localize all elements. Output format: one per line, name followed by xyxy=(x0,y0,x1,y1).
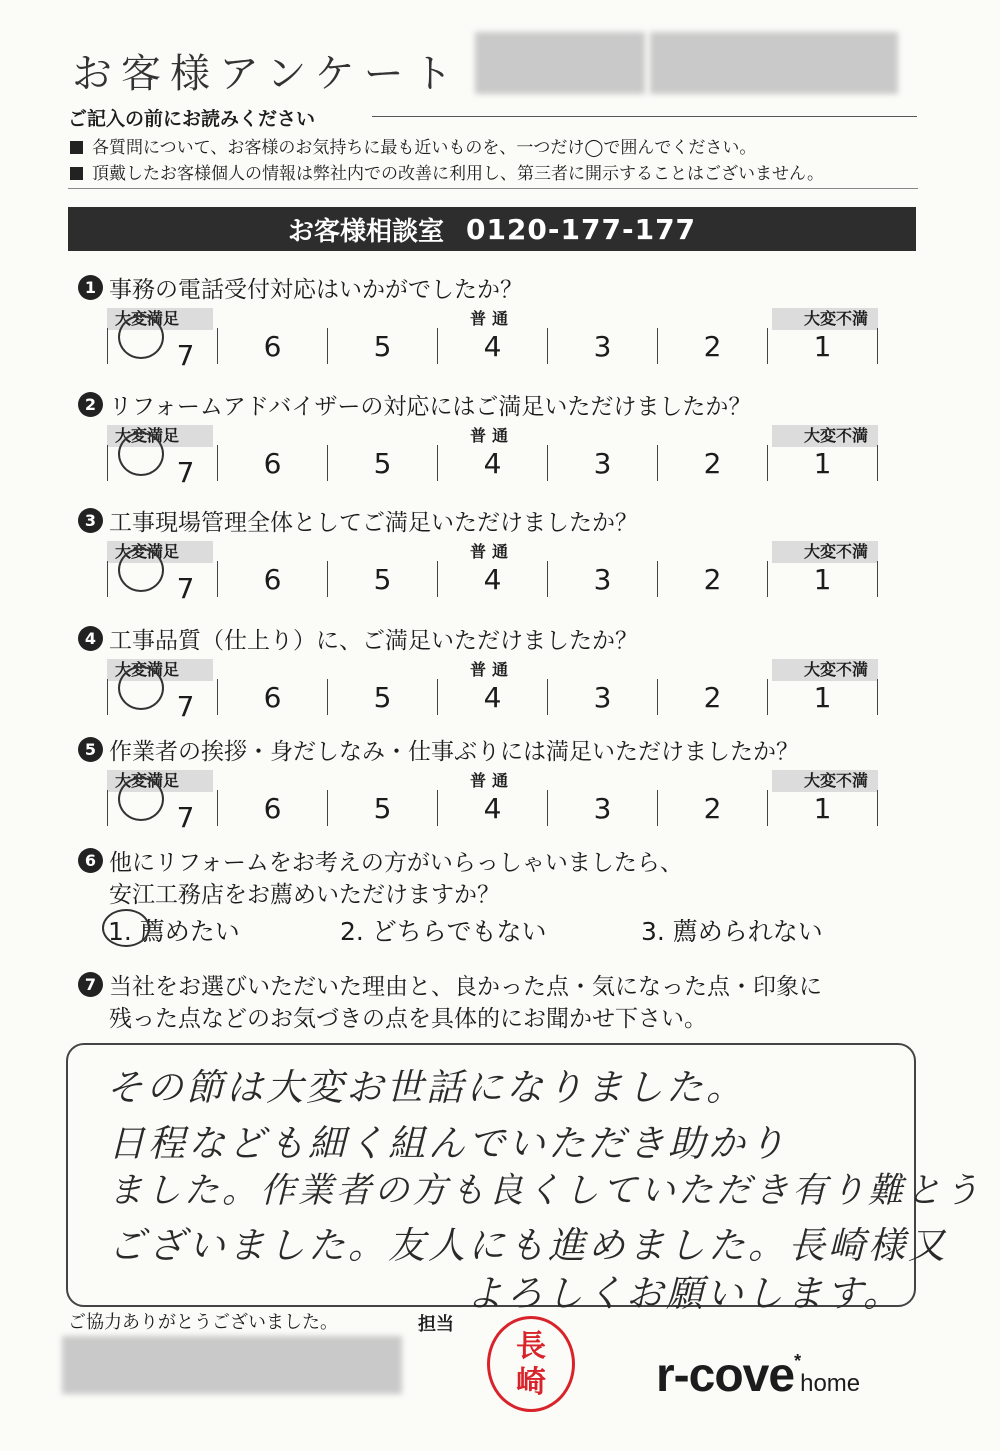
instructions-heading: ご記入の前にお読みください xyxy=(68,108,316,130)
scale-label-very-dissatisfied: 大変不満 xyxy=(803,771,868,790)
rating-scale xyxy=(107,659,878,723)
selection-circle xyxy=(102,909,150,947)
rating-option-4[interactable]: 4 xyxy=(437,445,547,481)
instruction-bullet: 頂戴したお客様個人の情報は弊社内での改善に利用し、第三者に開示することはございません。 xyxy=(70,159,824,184)
staff-label: 担当 xyxy=(418,1314,454,1335)
rating-option-2[interactable]: 2 xyxy=(657,790,767,826)
question-number-icon: 4 xyxy=(78,626,103,651)
rating-option-1[interactable]: 1 xyxy=(767,679,878,715)
question-3: 3 工事現場管理全体としてご満足いただけましたか？ xyxy=(78,504,638,537)
question-6-line-2: 安江工務店をお薦めいただけますか？ xyxy=(109,882,500,908)
company-logo: r-cove*home xyxy=(656,1349,861,1402)
rating-option-7[interactable]: 7 xyxy=(107,561,217,597)
scale-label-neutral: 普通 xyxy=(469,771,514,790)
rating-cells xyxy=(107,790,878,834)
rating-scale xyxy=(107,425,878,489)
rating-option-4[interactable]: 4 xyxy=(437,790,547,826)
question-number-icon: 6 xyxy=(78,848,103,873)
option-recommend[interactable]: 1. 薦めたい xyxy=(108,912,240,948)
instruction-bullet: 各質問について、お客様のお気持ちに最も近いものを、一つだけ◯で囲んでください。 xyxy=(70,133,756,158)
scale-label-very-satisfied: 大変満足 xyxy=(115,309,180,328)
question-number-icon: 3 xyxy=(78,508,103,533)
rating-cells xyxy=(107,328,878,372)
rating-option-4[interactable]: 4 xyxy=(437,561,547,597)
scale-label-very-satisfied: 大変満足 xyxy=(115,542,180,561)
scale-label-neutral: 普通 xyxy=(469,309,514,328)
redacted-block xyxy=(62,1336,402,1394)
scale-label-very-dissatisfied: 大変不満 xyxy=(803,660,868,679)
rating-option-7[interactable]: 7 xyxy=(107,790,217,826)
thanks-text: ご協力ありがとうございました。 xyxy=(68,1312,338,1333)
question-7: 7 当社をお選びいただいた理由と、良かった点・気になった点・印象に xyxy=(78,968,822,1001)
rating-option-1[interactable]: 1 xyxy=(767,328,878,364)
rating-option-2[interactable]: 2 xyxy=(657,328,767,364)
question-6: 6 他にリフォームをお考えの方がいらっしゃいましたら、 xyxy=(78,844,683,877)
rating-option-3[interactable]: 3 xyxy=(547,790,657,826)
scale-label-very-dissatisfied: 大変不満 xyxy=(803,426,868,445)
rating-scale xyxy=(107,770,878,834)
rating-option-1[interactable]: 1 xyxy=(767,561,878,597)
scale-label-very-satisfied: 大変満足 xyxy=(115,771,180,790)
selection-circle xyxy=(118,432,164,476)
rating-cells xyxy=(107,445,878,489)
customer-service-banner xyxy=(68,207,916,251)
question-number-icon: 5 xyxy=(78,737,103,762)
question-7-line-2: 残った点などのお気づきの点を具体的にお聞かせ下さい。 xyxy=(109,1006,707,1032)
divider xyxy=(372,116,917,117)
question-4: 4 工事品質（仕上り）に、ご満足いただけましたか？ xyxy=(78,622,638,655)
scale-label-very-dissatisfied: 大変不満 xyxy=(803,542,868,561)
rating-scale xyxy=(107,308,878,372)
phone-number: 0120-177-177 xyxy=(465,212,697,246)
redacted-block xyxy=(650,32,898,94)
scale-label-very-satisfied: 大変満足 xyxy=(115,426,180,445)
redacted-block xyxy=(475,32,645,94)
question-2: 2 リフォームアドバイザーの対応にはご満足いただけましたか？ xyxy=(78,388,751,421)
option-neutral[interactable]: 2. どちらでもない xyxy=(340,917,547,946)
handwritten-line: 日程なども細く組んでいただき助かり xyxy=(108,1122,788,1165)
rating-option-7[interactable]: 7 xyxy=(107,445,217,481)
rating-option-3[interactable]: 3 xyxy=(547,445,657,481)
rating-option-3[interactable]: 3 xyxy=(547,679,657,715)
option-not-recommend[interactable]: 3. 薦められない xyxy=(641,917,823,946)
page-title: お客様アンケート xyxy=(72,51,462,97)
selection-circle xyxy=(118,666,164,710)
selection-circle xyxy=(118,777,164,821)
scale-label-neutral: 普通 xyxy=(469,426,514,445)
rating-option-3[interactable]: 3 xyxy=(547,328,657,364)
rating-option-5[interactable]: 5 xyxy=(327,561,437,597)
rating-option-6[interactable]: 6 xyxy=(217,790,327,826)
rating-option-6[interactable]: 6 xyxy=(217,561,327,597)
scale-label-very-satisfied: 大変満足 xyxy=(115,660,180,679)
rating-option-5[interactable]: 5 xyxy=(327,445,437,481)
rating-option-1[interactable]: 1 xyxy=(767,445,878,481)
square-bullet-icon xyxy=(70,141,83,154)
rating-option-5[interactable]: 5 xyxy=(327,790,437,826)
hanko-seal: 長 崎 xyxy=(487,1316,575,1412)
rating-option-7[interactable]: 7 xyxy=(107,679,217,715)
divider xyxy=(68,188,918,189)
scale-label-very-dissatisfied: 大変不満 xyxy=(803,309,868,328)
rating-option-5[interactable]: 5 xyxy=(327,679,437,715)
question-number-icon: 7 xyxy=(78,972,103,997)
comment-box[interactable] xyxy=(66,1043,983,1315)
rating-option-3[interactable]: 3 xyxy=(547,561,657,597)
banner-label: お客様相談室 xyxy=(287,216,444,247)
rating-option-7[interactable]: 7 xyxy=(107,328,217,364)
question-1: 1 事務の電話受付対応はいかがでしたか？ xyxy=(78,271,523,304)
handwritten-line: よろしくお願いします。 xyxy=(466,1272,904,1315)
rating-cells xyxy=(107,679,878,723)
handwritten-line: ました。作業者の方も良くしていただき有り難とう xyxy=(108,1171,983,1211)
question-number-icon: 1 xyxy=(78,275,103,300)
rating-option-1[interactable]: 1 xyxy=(767,790,878,826)
rating-cells xyxy=(107,561,878,605)
rating-option-4[interactable]: 4 xyxy=(437,679,547,715)
rating-option-4[interactable]: 4 xyxy=(437,328,547,364)
rating-option-2[interactable]: 2 xyxy=(657,445,767,481)
rating-scale xyxy=(107,541,878,605)
selection-circle xyxy=(118,315,164,359)
handwritten-line: ございました。友人にも進めました。長崎様又 xyxy=(108,1224,948,1267)
question-number-icon: 2 xyxy=(78,392,103,417)
rating-option-2[interactable]: 2 xyxy=(657,679,767,715)
scale-label-neutral: 普通 xyxy=(469,542,514,561)
rating-option-6[interactable]: 6 xyxy=(217,328,327,364)
question-5: 5 作業者の挨拶・身だしなみ・仕事ぶりには満足いただけましたか？ xyxy=(78,733,799,766)
handwritten-line: その節は大変お世話になりました。 xyxy=(106,1066,746,1109)
rating-option-6[interactable]: 6 xyxy=(217,445,327,481)
rating-option-5[interactable]: 5 xyxy=(327,328,437,364)
rating-option-2[interactable]: 2 xyxy=(657,561,767,597)
square-bullet-icon xyxy=(70,167,83,180)
scale-label-neutral: 普通 xyxy=(469,660,514,679)
rating-option-6[interactable]: 6 xyxy=(217,679,327,715)
selection-circle xyxy=(118,548,164,592)
